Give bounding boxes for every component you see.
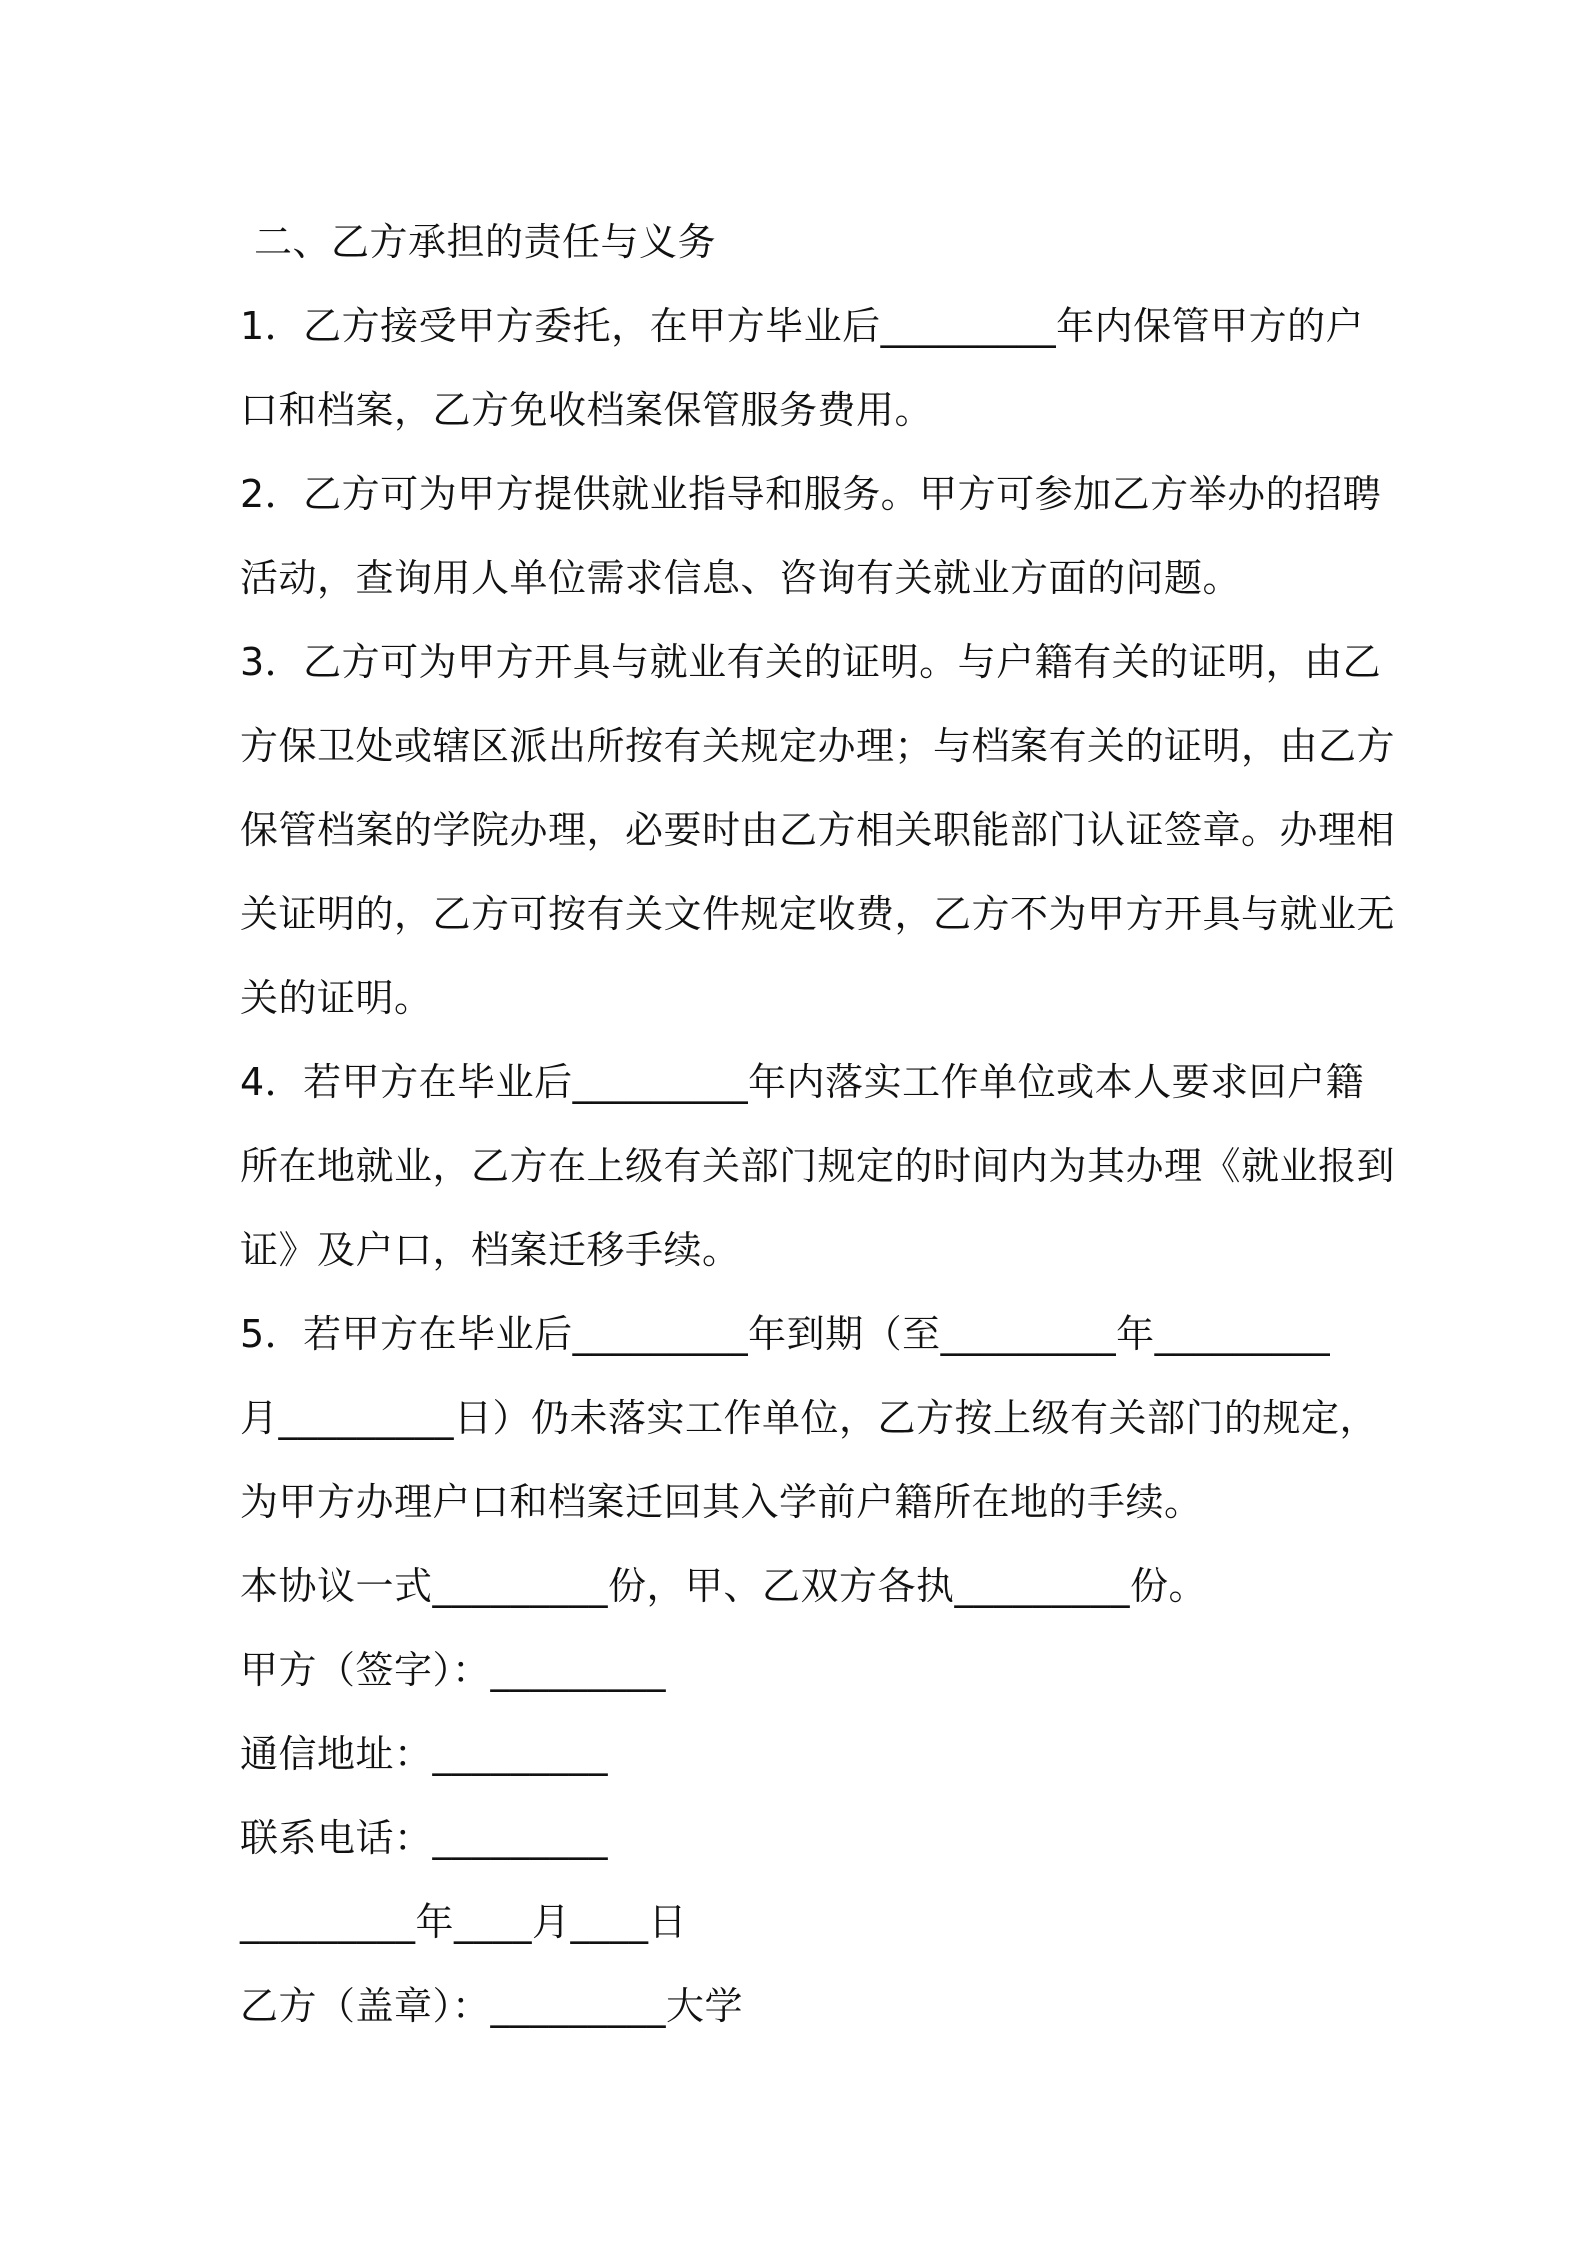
text-line: 1．乙方接受甲方委托，在甲方毕业后_________年内保管甲方的户	[240, 304, 1365, 348]
text-line: 月_________日）仍未落实工作单位，乙方按上级有关部门的规定，	[240, 1396, 1379, 1440]
text-line: 3．乙方可为甲方开具与就业有关的证明。与户籍有关的证明，由乙	[240, 640, 1382, 684]
text-line: 5．若甲方在毕业后_________年到期（至_________年_________	[240, 1312, 1331, 1356]
party-b-seal-line: 乙方（盖章）：_________大学	[240, 1984, 744, 2028]
text-line: 所在地就业，乙方在上级有关部门规定的时间内为其办理《就业报到	[240, 1144, 1396, 1188]
phone-line: 联系电话：_________	[240, 1816, 609, 1860]
text-line: 活动，查询用人单位需求信息、咨询有关就业方面的问题。	[240, 556, 1242, 600]
text-line: 为甲方办理户口和档案迁回其入学前户籍所在地的手续。	[240, 1480, 1203, 1524]
party-a-signature-line: 甲方（签字）：_________	[240, 1648, 667, 1692]
address-line: 通信地址：_________	[240, 1732, 609, 1776]
document-body	[240, 200, 1396, 2048]
text-line: 口和档案，乙方免收档案保管服务费用。	[240, 388, 934, 432]
text-line: 保管档案的学院办理，必要时由乙方相关职能部门认证签章。办理相	[240, 808, 1396, 852]
section-heading: 二、乙方承担的责任与义务	[254, 220, 717, 264]
text-line: 2．乙方可为甲方提供就业指导和服务。甲方可参加乙方举办的招聘	[240, 472, 1382, 516]
text-line: 方保卫处或辖区派出所按有关规定办理；与档案有关的证明，由乙方	[240, 724, 1396, 768]
text-line: 关证明的，乙方可按有关文件规定收费，乙方不为甲方开具与就业无	[240, 892, 1396, 936]
text-line: 关的证明。	[240, 976, 433, 1020]
text-line: 证》及户口，档案迁移手续。	[240, 1228, 741, 1272]
date-line: _________年____月____日	[240, 1900, 688, 1944]
copies-line: 本协议一式_________份，甲、乙双方各执_________份。	[240, 1564, 1208, 1608]
text-line: 4．若甲方在毕业后_________年内落实工作单位或本人要求回户籍	[240, 1060, 1365, 1104]
